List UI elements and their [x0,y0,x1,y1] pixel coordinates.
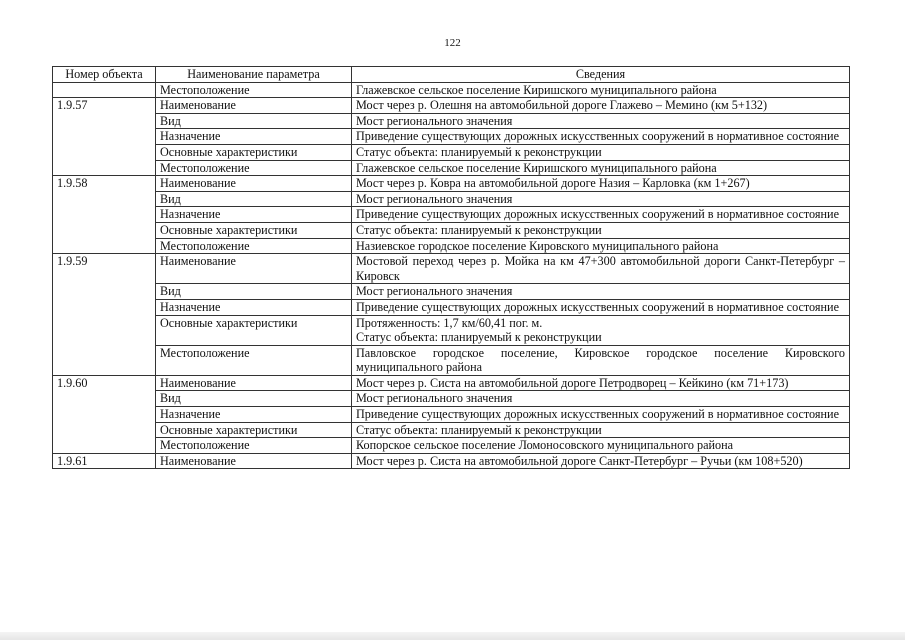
object-number-cell: 1.9.59 [53,254,156,376]
parameter-name-cell: Местоположение [156,345,352,375]
details-line: Мостовой переход через р. Мойка на км 47+300 автомобильной дороги Санкт-Петербург – Кировск [356,254,845,283]
details-cell [352,422,850,438]
details-line: Протяженность: 1,7 км/60,41 пог. м. [356,315,543,330]
details-line: Статус объекта: планируемый к реконструкции [356,422,602,437]
parameter-name-cell: Вид [156,113,352,129]
table-row [53,129,850,145]
table-row [53,98,850,114]
object-number-cell [53,82,156,98]
details-cell [352,453,850,469]
table-row [53,176,850,192]
parameter-name-cell: Основные характеристики [156,315,352,345]
header-details: Сведения [352,67,850,83]
parameter-name-cell: Основные характеристики [156,144,352,160]
parameter-name-cell: Вид [156,191,352,207]
parameter-name-cell: Местоположение [156,82,352,98]
details-line: Павловское городское поселение, Кировское городское поселение Кировского муниципального района [356,345,845,375]
parameter-name-cell: Местоположение [156,238,352,254]
details-cell [352,129,850,145]
table-row [53,407,850,423]
details-line: Приведение существующих дорожных искусственных сооружений в нормативное состояние [356,207,839,222]
parameter-name-cell: Назначение [156,207,352,223]
details-cell [352,391,850,407]
details-cell [352,160,850,176]
table-row [53,144,850,160]
table-row [53,191,850,207]
parameter-name-cell: Вид [156,284,352,300]
object-number-cell: 1.9.58 [53,176,156,254]
details-line: Мост через р. Систа на автомобильной дороге Петродворец – Кейкино (км 71+173) [356,375,789,390]
table-body [53,82,850,469]
details-cell [352,238,850,254]
details-line: Назиевское городское поселение Кировского муниципального района [356,238,719,253]
details-cell [352,438,850,454]
details-cell [352,315,850,345]
object-number-cell: 1.9.60 [53,375,156,453]
table-row [53,422,850,438]
table-row [53,345,850,375]
table-row [53,299,850,315]
parameter-name-cell: Основные характеристики [156,422,352,438]
parameter-name-cell: Назначение [156,129,352,145]
details-cell [352,176,850,192]
details-line: Статус объекта: планируемый к реконструкции [356,144,602,159]
parameter-name-cell: Вид [156,391,352,407]
details-cell [352,375,850,391]
table-row [53,82,850,98]
table-row [53,284,850,300]
table-row [53,222,850,238]
details-line: Мост регионального значения [356,284,513,299]
page-number: 122 [444,37,461,49]
details-line: Мост через р. Систа на автомобильной дороге Санкт-Петербург – Ручьи (км 108+520) [356,453,803,468]
parameter-name-cell: Назначение [156,407,352,423]
details-cell [352,113,850,129]
details-line: Глажевское сельское поселение Киришского муниципального района [356,160,717,175]
details-cell [352,207,850,223]
objects-table [52,66,850,469]
table-row [53,375,850,391]
details-line: Приведение существующих дорожных искусственных сооружений в нормативное состояние [356,407,839,422]
parameter-name-cell: Назначение [156,299,352,315]
parameter-name-cell: Наименование [156,98,352,114]
details-line: Приведение существующих дорожных искусственных сооружений в нормативное состояние [356,129,839,144]
table-row [53,160,850,176]
details-cell [352,144,850,160]
details-cell [352,222,850,238]
details-line: Статус объекта: планируемый к реконструкции [356,330,602,345]
details-cell [352,191,850,207]
object-number-cell: 1.9.57 [53,98,156,176]
scan-edge [0,632,905,640]
details-cell [352,254,850,284]
table-header-row [53,67,850,83]
parameter-name-cell: Наименование [156,176,352,192]
table-row [53,207,850,223]
details-line: Статус объекта: планируемый к реконструкции [356,222,602,237]
header-parameter-name: Наименование параметра [156,67,352,83]
header-object-number: Номер объекта [53,67,156,83]
details-cell: Глажевское сельское поселение Киришского муниципального района [352,82,850,98]
details-cell [352,407,850,423]
table-row [53,315,850,345]
details-cell [352,299,850,315]
table-row [53,254,850,284]
table-row [53,453,850,469]
object-number-cell: 1.9.61 [53,453,156,469]
parameter-name-cell: Наименование [156,254,352,284]
table-row [53,391,850,407]
details-line: Мост регионального значения [356,191,513,206]
parameter-name-cell: Местоположение [156,438,352,454]
details-line: Приведение существующих дорожных искусственных сооружений в нормативное состояние [356,299,839,314]
details-line: Мост через р. Ковра на автомобильной дороге Назия – Карловка (км 1+267) [356,176,750,191]
details-line: Мост регионального значения [356,113,513,128]
details-cell [352,345,850,375]
details-line: Копорское сельское поселение Ломоносовского муниципального района [356,438,734,453]
parameter-name-cell: Наименование [156,453,352,469]
details-line: Мост регионального значения [356,391,513,406]
details-cell [352,98,850,114]
parameter-name-cell: Местоположение [156,160,352,176]
parameter-name-cell: Наименование [156,375,352,391]
details-cell [352,284,850,300]
details-line: Мост через р. Олешня на автомобильной дороге Глажево – Мемино (км 5+132) [356,98,768,113]
table-row [53,238,850,254]
table-row [53,438,850,454]
parameter-name-cell: Основные характеристики [156,222,352,238]
table-row [53,113,850,129]
